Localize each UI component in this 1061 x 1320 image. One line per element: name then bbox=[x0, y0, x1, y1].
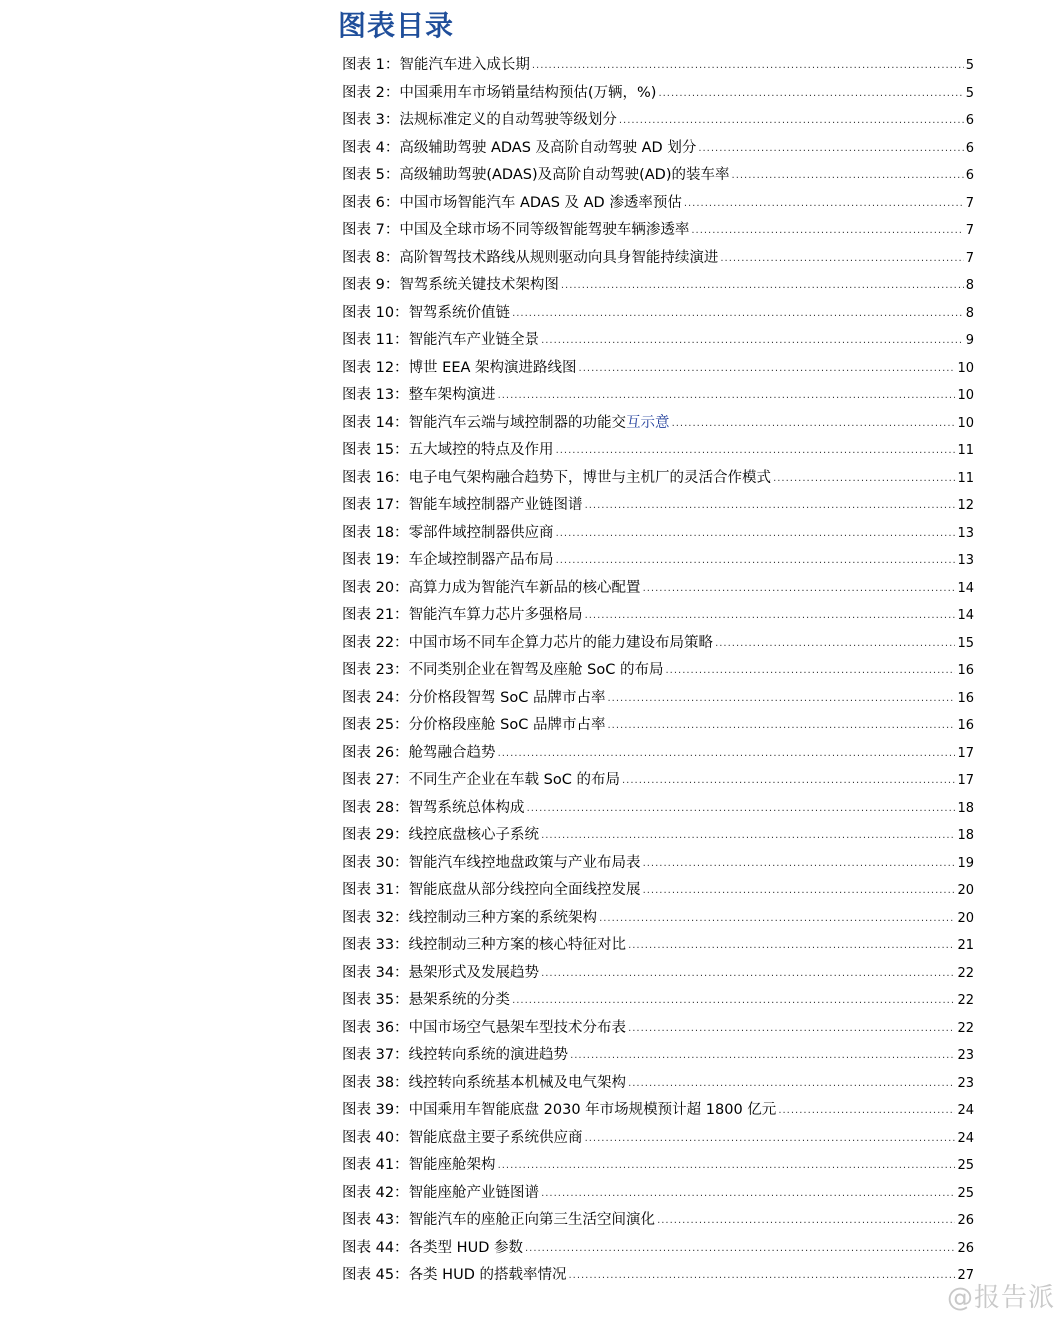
toc-entry-page-number: 19 bbox=[957, 855, 974, 871]
toc-entry-title-text: 线控转向系统的演进趋势 bbox=[408, 1047, 569, 1063]
toc-entry-title-text: 舱驾融合趋势 bbox=[408, 744, 496, 761]
toc-entry-page-number: 6 bbox=[965, 168, 974, 183]
toc-entry-page-number: 20 bbox=[957, 910, 974, 926]
toc-entry-title bbox=[409, 1180, 540, 1208]
dot-leader bbox=[556, 547, 956, 575]
toc-entry-title bbox=[399, 217, 689, 245]
toc-entry-label: 图表 14： bbox=[342, 414, 409, 431]
dot-leader bbox=[643, 575, 956, 603]
toc-entry-title bbox=[409, 465, 772, 493]
toc-entry-page-number: 23 bbox=[957, 1048, 974, 1063]
toc-entry[interactable] bbox=[342, 1097, 974, 1125]
toc-entry-page-number: 14 bbox=[957, 608, 974, 623]
toc-entry-title-text: 中国及全球市场不同等级智能驾驶车辆渗透率 bbox=[399, 222, 690, 238]
dot-leader bbox=[556, 437, 956, 465]
toc-entry-title-text: 不同生产企业在车载 SoC 的布局 bbox=[408, 772, 620, 788]
toc-entry-label: 图表 43： bbox=[342, 1212, 409, 1228]
toc-entry-label: 图表 10： bbox=[342, 304, 409, 321]
toc-entry-label: 图表 22： bbox=[342, 634, 409, 651]
toc-entry-page-number: 22 bbox=[957, 1020, 974, 1036]
toc-entry-title bbox=[409, 630, 714, 658]
toc-entry-title bbox=[409, 932, 627, 960]
toc-entry-label: 图表 20： bbox=[342, 579, 409, 596]
toc-entry-label: 图表 25： bbox=[342, 717, 409, 733]
dot-leader bbox=[541, 327, 964, 355]
toc-entry-page-number: 10 bbox=[957, 388, 974, 403]
toc-entry[interactable] bbox=[342, 1015, 974, 1043]
toc-entry-title-text: 零部件域控制器供应商 bbox=[408, 524, 554, 541]
toc-entry-title bbox=[409, 712, 606, 740]
toc-entry-title bbox=[409, 492, 583, 520]
toc-entry[interactable] bbox=[342, 327, 974, 355]
toc-entry-page-number: 16 bbox=[957, 663, 974, 678]
toc-entry-page-number: 17 bbox=[957, 745, 974, 761]
dot-leader bbox=[628, 1015, 955, 1043]
toc-entry-title-text: 法规标准定义的自动驾驶等级划分 bbox=[399, 112, 617, 128]
toc-entry-label: 图表 32： bbox=[342, 909, 409, 926]
toc-entry[interactable] bbox=[342, 1125, 974, 1153]
toc-entry-label: 图表 5： bbox=[342, 167, 400, 183]
toc-entry-title bbox=[409, 382, 496, 410]
toc-entry-label: 图表 37： bbox=[342, 1047, 409, 1063]
dot-leader bbox=[658, 80, 963, 108]
toc-entry[interactable] bbox=[342, 630, 974, 658]
toc-entry[interactable] bbox=[342, 162, 974, 190]
toc-entry-label: 图表 21： bbox=[342, 607, 409, 623]
toc-entry-label: 图表 24： bbox=[342, 689, 409, 706]
dot-leader bbox=[527, 795, 956, 823]
toc-entry-page-number: 24 bbox=[957, 1130, 974, 1146]
dot-leader bbox=[720, 245, 963, 273]
toc-entry-title-text: 高级辅助驾驶(ADAS)及高阶自动驾驶(AD)的装车率 bbox=[399, 167, 730, 183]
dot-leader bbox=[525, 1235, 955, 1263]
dot-leader bbox=[732, 162, 964, 190]
toc-entry-title-text: 智能汽车进入成长期 bbox=[399, 57, 530, 73]
toc-entry[interactable] bbox=[342, 80, 974, 108]
toc-entry[interactable] bbox=[342, 382, 974, 410]
toc-entry-title-text: 分价格段智驾 SoC 品牌市占率 bbox=[408, 689, 606, 706]
toc-entry-label: 图表 16： bbox=[342, 469, 409, 486]
toc-entry-page-number: 24 bbox=[957, 1103, 974, 1118]
toc-entry[interactable] bbox=[342, 657, 974, 685]
toc-entry-title-text: 中国市场空气悬架车型技术分布表 bbox=[408, 1019, 627, 1036]
toc-entry-title bbox=[399, 107, 617, 135]
toc-entry-label: 图表 3： bbox=[342, 112, 400, 128]
toc-entry-title bbox=[409, 1097, 777, 1125]
toc-entry[interactable] bbox=[342, 1180, 974, 1208]
toc-entry-label: 图表 8： bbox=[342, 249, 400, 266]
dot-leader bbox=[665, 657, 955, 685]
toc-entry-title-text: 线控转向系统基本机械及电气架构 bbox=[408, 1074, 627, 1091]
toc-entry[interactable] bbox=[342, 1152, 974, 1180]
toc-entry[interactable] bbox=[342, 1070, 974, 1098]
toc-entry-title bbox=[399, 135, 696, 163]
toc-entry-title bbox=[409, 547, 554, 575]
toc-entry-page-number: 25 bbox=[957, 1158, 974, 1173]
toc-entry-label: 图表 12： bbox=[342, 359, 409, 376]
toc-entry[interactable] bbox=[342, 767, 974, 795]
toc-entry[interactable] bbox=[342, 850, 974, 878]
page-title: 图表目录 bbox=[338, 9, 455, 42]
toc-entry-title bbox=[409, 822, 540, 850]
toc-entry-label: 图表 23： bbox=[342, 662, 409, 678]
toc-entry-title-text: 中国乘用车智能底盘 2030 年市场规模预计超 1800 亿元 bbox=[408, 1102, 777, 1118]
toc-entry-title-text: 智驾系统总体构成 bbox=[408, 799, 525, 816]
toc-entry-label: 图表 28： bbox=[342, 799, 409, 816]
toc-entry-label: 图表 4： bbox=[342, 139, 400, 156]
toc-entry-title-text: 不同类别企业在智驾及座舱 SoC 的布局 bbox=[408, 662, 664, 678]
toc-entry-title bbox=[409, 767, 620, 795]
toc-entry-page-number: 8 bbox=[965, 278, 974, 293]
toc-entry-title bbox=[399, 245, 718, 273]
toc-entry-title-text: 智能车域控制器产业链图谱 bbox=[408, 497, 583, 513]
toc-entry-title-text: 高阶智驾技术路线从规则驱动向具身智能持续演进 bbox=[399, 249, 719, 266]
toc-entry-page-number: 7 bbox=[965, 250, 974, 266]
toc-entry-label: 图表 30： bbox=[342, 854, 409, 871]
toc-entry-title bbox=[399, 272, 559, 300]
toc-entry[interactable] bbox=[342, 575, 974, 603]
toc-entry-title bbox=[409, 1207, 656, 1235]
dot-leader bbox=[585, 1125, 956, 1153]
dot-leader bbox=[512, 987, 955, 1015]
dot-leader bbox=[599, 905, 955, 933]
toc-entry-title bbox=[409, 795, 525, 823]
dot-leader bbox=[619, 107, 964, 135]
toc-entry[interactable] bbox=[342, 877, 974, 905]
toc-entry[interactable] bbox=[342, 465, 974, 493]
toc-entry-page-number: 7 bbox=[965, 195, 974, 211]
toc-entry-title-text: 智能座舱产业链图谱 bbox=[408, 1184, 540, 1201]
toc-entry-title-text: 智能底盘从部分线控向全面线控发展 bbox=[408, 882, 641, 898]
toc-entry-page-number: 10 bbox=[957, 415, 974, 431]
dot-leader bbox=[568, 1262, 955, 1290]
toc-entry-page-number: 17 bbox=[957, 773, 974, 788]
toc-entry-label: 图表 27： bbox=[342, 772, 409, 788]
dot-leader bbox=[498, 382, 956, 410]
toc-entry-page-number: 21 bbox=[957, 938, 974, 953]
toc-entry-title-text: 中国乘用车市场销量结构预估(万辆，%) bbox=[399, 84, 657, 101]
toc-entry-page-number: 27 bbox=[957, 1268, 974, 1283]
toc-entry-page-number: 22 bbox=[957, 965, 974, 981]
toc-entry[interactable] bbox=[342, 52, 974, 80]
dot-leader bbox=[512, 300, 964, 328]
toc-entry-title-text: 中国市场不同车企算力芯片的能力建设布局策略 bbox=[408, 634, 714, 651]
toc-entry-title-text: 线控底盘核心子系统 bbox=[408, 827, 540, 843]
toc-entry[interactable] bbox=[342, 520, 974, 548]
toc-entry-label: 图表 13： bbox=[342, 387, 409, 403]
toc-entry-page-number: 5 bbox=[965, 58, 974, 73]
toc-entry-title-text: 中国市场智能汽车 ADAS 及 AD 渗透率预估 bbox=[399, 194, 682, 211]
toc-entry-title bbox=[409, 960, 540, 988]
toc-entry-label: 图表 38： bbox=[342, 1074, 409, 1091]
toc-entry[interactable] bbox=[342, 245, 974, 273]
toc-entry-page-number: 26 bbox=[957, 1213, 974, 1228]
toc-entry-page-number: 5 bbox=[965, 85, 974, 101]
toc-entry-title bbox=[409, 300, 511, 328]
toc-entry[interactable] bbox=[342, 355, 974, 383]
toc-entry-title-text: 悬架系统的分类 bbox=[408, 992, 511, 1008]
toc-entry-title bbox=[409, 520, 554, 548]
toc-entry-title bbox=[409, 355, 577, 383]
toc-entry-title bbox=[409, 1015, 627, 1043]
toc-entry-title-text: 智驾系统价值链 bbox=[408, 304, 511, 321]
toc-entry-page-number: 22 bbox=[957, 993, 974, 1008]
toc-entry-label: 图表 42： bbox=[342, 1184, 409, 1201]
dot-leader bbox=[561, 272, 964, 300]
toc-entry-title-text: 各类 HUD 的搭载率情况 bbox=[408, 1267, 567, 1283]
toc-entry-title bbox=[409, 1125, 583, 1153]
toc-entry[interactable] bbox=[342, 272, 974, 300]
toc-entry[interactable] bbox=[342, 1207, 974, 1235]
toc-entry-page-number: 6 bbox=[965, 140, 974, 156]
toc-entry-label: 图表 44： bbox=[342, 1239, 409, 1256]
dot-leader bbox=[628, 1070, 955, 1098]
dot-leader bbox=[691, 217, 963, 245]
toc-entry-title bbox=[409, 850, 641, 878]
dot-leader bbox=[541, 822, 955, 850]
toc-entry-title bbox=[409, 437, 554, 465]
dot-leader bbox=[657, 1207, 955, 1235]
toc-entry-title-text: 车企域控制器产品布局 bbox=[408, 552, 554, 568]
toc-entry-page-number: 8 bbox=[965, 305, 974, 321]
toc-entry-title bbox=[409, 1152, 496, 1180]
toc-entry-title bbox=[409, 987, 511, 1015]
toc-entry[interactable] bbox=[342, 685, 974, 713]
toc-entry[interactable] bbox=[342, 740, 974, 768]
dot-leader bbox=[643, 877, 956, 905]
toc-entry-title bbox=[399, 162, 729, 190]
toc-entry[interactable] bbox=[342, 795, 974, 823]
toc-entry-title-text: 分价格段座舱 SoC 品牌市占率 bbox=[408, 717, 606, 733]
dot-leader bbox=[672, 410, 956, 438]
toc-entry-label: 图表 19： bbox=[342, 552, 409, 568]
toc-entry-label: 图表 1： bbox=[342, 57, 400, 73]
watermark: @报告派 bbox=[946, 1283, 1055, 1313]
toc-entry-label: 图表 26： bbox=[342, 744, 409, 761]
toc-entry-label: 图表 2： bbox=[342, 84, 400, 101]
toc-entry-page-number: 18 bbox=[957, 828, 974, 843]
toc-entry-page-number: 16 bbox=[957, 718, 974, 733]
toc-entry-title-text: 智驾系统关键技术架构图 bbox=[399, 277, 559, 293]
toc-entry-title-text: 智能汽车的座舱正向第三生活空间演化 bbox=[408, 1212, 656, 1228]
toc-entry[interactable] bbox=[342, 905, 974, 933]
toc-entry-label: 图表 7： bbox=[342, 222, 400, 238]
toc-entry-title bbox=[409, 877, 641, 905]
toc-entry[interactable] bbox=[342, 712, 974, 740]
toc-entry[interactable] bbox=[342, 602, 974, 630]
toc-entry-title-text: 智能汽车线控地盘政策与产业布局表 bbox=[408, 854, 641, 871]
toc-entry-page-number: 6 bbox=[965, 113, 974, 128]
toc-entry-title bbox=[399, 190, 681, 218]
toc-entry-title-highlight: 互示意 bbox=[626, 414, 670, 431]
toc-entry[interactable] bbox=[342, 547, 974, 575]
toc-entry-title-text: 各类型 HUD 参数 bbox=[408, 1239, 523, 1256]
toc-entry[interactable] bbox=[342, 1262, 974, 1290]
toc-entry-label: 图表 15： bbox=[342, 442, 409, 458]
toc-entry-title-text: 智能汽车云端与域控制器的功能交 bbox=[408, 414, 627, 431]
toc-entry[interactable] bbox=[342, 492, 974, 520]
toc-entry[interactable] bbox=[342, 1235, 974, 1263]
dot-leader bbox=[684, 190, 964, 218]
dot-leader bbox=[622, 767, 955, 795]
toc-entry[interactable] bbox=[342, 410, 974, 438]
toc-entry-title bbox=[409, 410, 670, 438]
toc-entry-page-number: 15 bbox=[957, 635, 974, 651]
toc-entry-title-text: 整车架构演进 bbox=[408, 387, 496, 403]
toc-entry-page-number: 9 bbox=[965, 333, 974, 348]
toc-entry-label: 图表 41： bbox=[342, 1157, 409, 1173]
toc-entry[interactable] bbox=[342, 822, 974, 850]
toc-entry-title bbox=[399, 52, 530, 80]
toc-entry-title bbox=[409, 1235, 523, 1263]
toc-entry-label: 图表 39： bbox=[342, 1102, 409, 1118]
dot-leader bbox=[643, 850, 956, 878]
toc-entry-page-number: 13 bbox=[957, 553, 974, 568]
toc-entry[interactable] bbox=[342, 190, 974, 218]
table-of-contents bbox=[342, 52, 974, 1290]
toc-entry-label: 图表 33： bbox=[342, 937, 409, 953]
dot-leader bbox=[607, 685, 955, 713]
toc-entry-title-text: 智能汽车产业链全景 bbox=[408, 332, 540, 348]
toc-entry-label: 图表 11： bbox=[342, 332, 409, 348]
toc-entry-page-number: 11 bbox=[957, 470, 974, 486]
toc-entry-label: 图表 18： bbox=[342, 524, 409, 541]
toc-entry-title bbox=[409, 685, 606, 713]
toc-entry-title-text: 电子电气架构融合趋势下，博世与主机厂的灵活合作模式 bbox=[408, 469, 772, 486]
toc-entry-label: 图表 35： bbox=[342, 992, 409, 1008]
toc-entry-title bbox=[399, 80, 656, 108]
dot-leader bbox=[498, 740, 956, 768]
toc-entry-title-text: 高算力成为智能汽车新品的核心配置 bbox=[408, 579, 641, 596]
toc-entry[interactable] bbox=[342, 437, 974, 465]
toc-entry-label: 图表 40： bbox=[342, 1129, 409, 1146]
toc-entry-title-text: 五大域控的特点及作用 bbox=[408, 442, 554, 458]
toc-entry-page-number: 16 bbox=[957, 690, 974, 706]
toc-entry-page-number: 14 bbox=[957, 580, 974, 596]
toc-entry-page-number: 13 bbox=[957, 525, 974, 541]
toc-entry-title-text: 博世 EEA 架构演进路线图 bbox=[408, 359, 577, 376]
toc-entry-page-number: 25 bbox=[957, 1185, 974, 1201]
toc-entry[interactable] bbox=[342, 987, 974, 1015]
toc-entry-label: 图表 31： bbox=[342, 882, 409, 898]
toc-entry-title bbox=[409, 1070, 627, 1098]
dot-leader bbox=[532, 52, 964, 80]
dot-leader bbox=[715, 630, 955, 658]
dot-leader bbox=[579, 355, 956, 383]
dot-leader bbox=[773, 465, 955, 493]
toc-entry-title-text: 悬架形式及发展趋势 bbox=[408, 964, 540, 981]
toc-entry-title bbox=[409, 1042, 569, 1070]
toc-entry-title-text: 智能座舱架构 bbox=[408, 1157, 496, 1173]
toc-entry-title bbox=[409, 740, 496, 768]
toc-entry-title bbox=[409, 905, 598, 933]
toc-entry-page-number: 26 bbox=[957, 1240, 974, 1256]
toc-entry[interactable] bbox=[342, 960, 974, 988]
toc-entry-title bbox=[409, 657, 664, 685]
toc-entry-label: 图表 9： bbox=[342, 277, 400, 293]
toc-entry[interactable] bbox=[342, 135, 974, 163]
toc-entry[interactable] bbox=[342, 932, 974, 960]
dot-leader bbox=[778, 1097, 955, 1125]
toc-entry-label: 图表 45： bbox=[342, 1267, 409, 1283]
toc-entry-label: 图表 6： bbox=[342, 194, 400, 211]
toc-entry[interactable] bbox=[342, 217, 974, 245]
toc-entry-label: 图表 36： bbox=[342, 1019, 409, 1036]
toc-entry-page-number: 20 bbox=[957, 883, 974, 898]
toc-entry-page-number: 23 bbox=[957, 1075, 974, 1091]
toc-entry[interactable] bbox=[342, 1042, 974, 1070]
dot-leader bbox=[628, 932, 955, 960]
toc-entry-label: 图表 29： bbox=[342, 827, 409, 843]
toc-entry-page-number: 18 bbox=[957, 800, 974, 816]
dot-leader bbox=[607, 712, 955, 740]
dot-leader bbox=[698, 135, 963, 163]
dot-leader bbox=[541, 1180, 955, 1208]
toc-entry-page-number: 10 bbox=[957, 360, 974, 376]
toc-entry[interactable] bbox=[342, 107, 974, 135]
dot-leader bbox=[498, 1152, 956, 1180]
toc-entry-page-number: 11 bbox=[957, 443, 974, 458]
toc-entry-title bbox=[409, 575, 641, 603]
toc-entry[interactable] bbox=[342, 300, 974, 328]
toc-entry-title-text: 线控制动三种方案的系统架构 bbox=[408, 909, 598, 926]
toc-entry-title-text: 线控制动三种方案的核心特征对比 bbox=[408, 937, 627, 953]
toc-entry-page-number: 7 bbox=[965, 223, 974, 238]
dot-leader bbox=[556, 520, 956, 548]
dot-leader bbox=[570, 1042, 955, 1070]
toc-entry-title-text: 高级辅助驾驶 ADAS 及高阶自动驾驶 AD 划分 bbox=[399, 139, 697, 156]
toc-entry-title bbox=[409, 602, 583, 630]
dot-leader bbox=[541, 960, 955, 988]
dot-leader bbox=[585, 602, 956, 630]
toc-entry-title bbox=[409, 1262, 567, 1290]
toc-entry-title-text: 智能汽车算力芯片多强格局 bbox=[408, 607, 583, 623]
toc-entry-title bbox=[409, 327, 540, 355]
toc-entry-title-text: 智能底盘主要子系统供应商 bbox=[408, 1129, 583, 1146]
dot-leader bbox=[585, 492, 956, 520]
toc-entry-label: 图表 34： bbox=[342, 964, 409, 981]
toc-entry-label: 图表 17： bbox=[342, 497, 409, 513]
toc-entry-page-number: 12 bbox=[957, 498, 974, 513]
